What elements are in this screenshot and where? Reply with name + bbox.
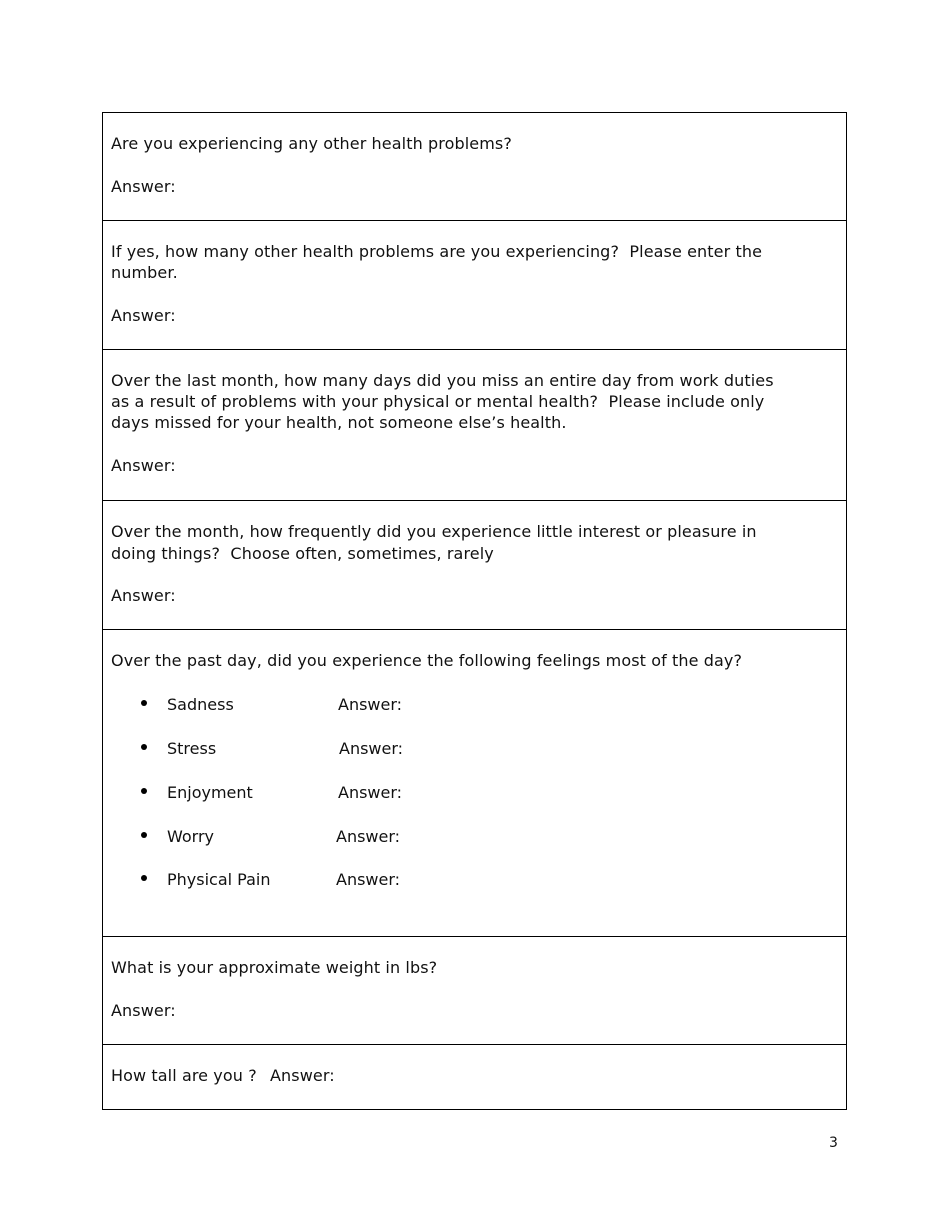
bullet-icon [141, 788, 147, 794]
question-row-feelings [103, 630, 846, 937]
answer-label[interactable]: Answer: [338, 695, 403, 714]
bullet-icon [141, 875, 147, 881]
bullet-icon [141, 832, 147, 838]
question-text-line: Over the month, how frequently did you experience little interest or pleasure in [111, 522, 757, 541]
answer-label[interactable]: Answer: [336, 827, 401, 846]
feeling-label: Worry [167, 827, 215, 846]
answer-label[interactable]: Answer: [111, 306, 176, 325]
answer-label[interactable]: Answer: [111, 177, 176, 196]
bullet-icon [141, 700, 147, 706]
page-number: 3 [829, 1135, 838, 1151]
question-row-other-health-problems [103, 113, 846, 221]
answer-label[interactable]: Answer: [111, 1001, 176, 1020]
question-text-line: as a result of problems with your physical or mental health? Please include only [111, 392, 765, 411]
answer-label[interactable]: Answer: [111, 456, 176, 475]
answer-label[interactable]: Answer: [339, 739, 404, 758]
questionnaire-table [102, 112, 847, 1110]
question-row-weight [103, 937, 846, 1045]
feeling-label: Sadness [167, 695, 234, 714]
question-text: Are you experiencing any other health problems? [111, 134, 512, 153]
question-text: What is your approximate weight in lbs? [111, 958, 438, 977]
bullet-icon [141, 744, 147, 750]
question-text: How tall are you ? [111, 1066, 257, 1085]
feeling-label: Enjoyment [167, 783, 253, 802]
question-row-missed-work-days [103, 350, 846, 501]
answer-label[interactable]: Answer: [270, 1066, 335, 1085]
question-text: Over the past day, did you experience the following feelings most of the day? [111, 651, 743, 670]
feeling-label: Stress [167, 739, 217, 758]
question-text-line: If yes, how many other health problems are you experiencing? Please enter the [111, 242, 763, 261]
answer-label[interactable]: Answer: [111, 586, 176, 605]
answer-label[interactable]: Answer: [336, 870, 401, 889]
question-row-number-of-problems [103, 221, 846, 350]
question-text-line: number. [111, 263, 178, 282]
answer-label[interactable]: Answer: [338, 783, 403, 802]
feeling-label: Physical Pain [167, 870, 271, 889]
question-row-little-interest [103, 501, 846, 630]
question-text-line: days missed for your health, not someone else’s health. [111, 413, 567, 432]
question-text-line: doing things? Choose often, sometimes, rarely [111, 544, 494, 563]
question-text-line: Over the last month, how many days did you miss an entire day from work duties [111, 371, 774, 390]
question-row-height [103, 1045, 846, 1109]
